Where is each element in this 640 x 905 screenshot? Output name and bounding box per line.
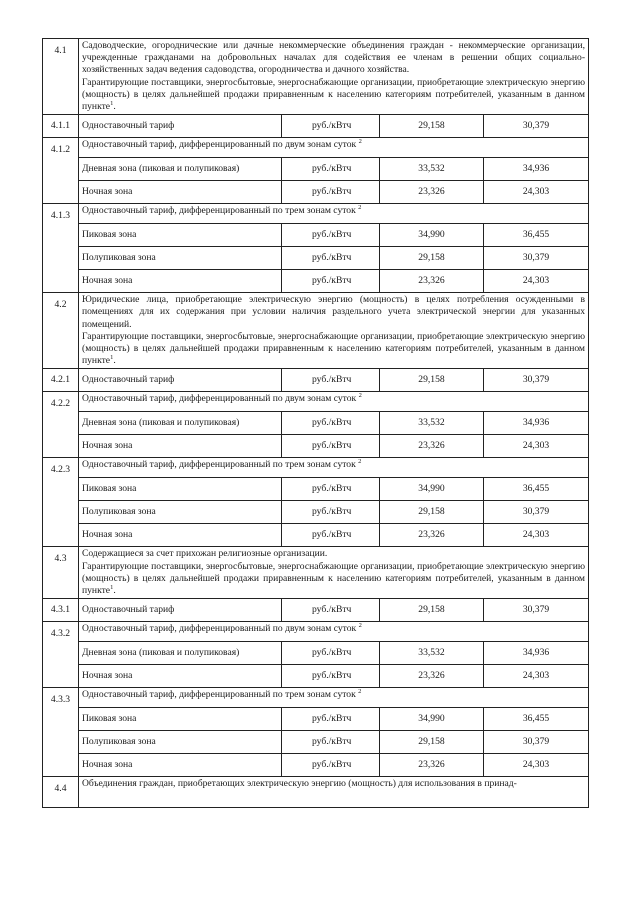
tariff-value-1: 33,532	[380, 158, 484, 181]
group-supplier-text: Гарантирующие поставщики, энергосбытовые, энергоснабжающие организации, приобретающие электрическую энергию (мощность) в целях дальнейшей продажи приравненным к населению категориям потребителей, указанным в данном пункте$^1$.	[82, 76, 586, 113]
group-description-text: Содержащиеся за счет прихожан религиозные организации.	[82, 548, 328, 560]
unit-cell: руб./кВтч	[282, 270, 380, 293]
tariff-label: Одноставочный тариф	[79, 115, 282, 138]
footnote-mark: 1	[110, 583, 114, 591]
zone-label: Ночная зона	[79, 524, 282, 547]
zone-label: Полупиковая зона	[79, 247, 282, 270]
tariff-value-1: 23,326	[380, 665, 484, 688]
three-zone-header-row	[43, 688, 589, 708]
group-number: 4.4	[43, 777, 79, 808]
group-supplier-text-body: Гарантирующие поставщики, энергосбытовые, энергоснабжающие организации, приобретающие электрическую энергию (мощность) в целях дальнейшей продажи приравненным к населению категориям потребителей, указанным в данном пункте	[82, 330, 586, 367]
unit-cell: руб./кВтч	[282, 754, 380, 777]
footnote-mark: 1	[110, 99, 114, 107]
zone-label: Дневная зона (пиковая и полупиковая)	[79, 412, 282, 435]
row-number: 4.2.3	[43, 458, 79, 547]
group-description	[79, 547, 589, 599]
tariff-value-2: 24,303	[484, 435, 589, 458]
row-number: 4.3.2	[43, 622, 79, 688]
tariff-value-1: 34,990	[380, 708, 484, 731]
group-supplier-text-body: Гарантирующие поставщики, энергосбытовые, энергоснабжающие организации, приобретающие электрическую энергию (мощность) в целях дальнейшей продажи приравненным к населению категориям потребителей, указанным в данном пункте	[82, 560, 586, 597]
zone-label: Ночная зона	[79, 435, 282, 458]
tariff-value-2: 36,455	[484, 478, 589, 501]
zone-label: Полупиковая зона	[79, 501, 282, 524]
group-supplier-text: Гарантирующие поставщики, энергосбытовые, энергоснабжающие организации, приобретающие электрическую энергию (мощность) в целях дальнейшей продажи приравненным к населению категориям потребителей, указанным в данном пункте$^1$.	[82, 330, 586, 367]
footnote-mark: 2	[358, 392, 362, 400]
single-rate-row	[43, 369, 589, 392]
unit-cell: руб./кВтч	[282, 224, 380, 247]
tariff-value-1: 29,158	[380, 599, 484, 622]
zone-row	[43, 270, 589, 293]
footnote-mark: 1	[110, 354, 114, 362]
footnote-mark: 2	[358, 138, 362, 146]
tariff-value-1: 23,326	[380, 270, 484, 293]
zone-row	[43, 731, 589, 754]
zone-row	[43, 412, 589, 435]
zone-label: Пиковая зона	[79, 708, 282, 731]
zone-tariff-label-text: Одноставочный тариф, дифференцированный по трем зонам суток	[82, 205, 356, 217]
two-zone-header-row	[43, 622, 589, 642]
tariff-value-2: 24,303	[484, 524, 589, 547]
row-number: 4.3.3	[43, 688, 79, 777]
zone-row	[43, 708, 589, 731]
tariff-value-1: 29,158	[380, 247, 484, 270]
zone-row	[43, 247, 589, 270]
unit-cell: руб./кВтч	[282, 665, 380, 688]
tariff-value-2: 30,379	[484, 247, 589, 270]
group-supplier-text-body: Гарантирующие поставщики, энергосбытовые, энергоснабжающие организации, приобретающие электрическую энергию (мощность) в целях дальнейшей продажи приравненным к населению категориям потребителей, указанным в данном пункте	[82, 76, 586, 113]
zone-tariff-label-text: Одноставочный тариф, дифференцированный по двум зонам суток	[82, 393, 357, 405]
zone-label: Ночная зона	[79, 181, 282, 204]
zone-row	[43, 754, 589, 777]
tariff-document	[42, 38, 588, 808]
group-description-row	[43, 547, 589, 599]
row-number: 4.2.2	[43, 392, 79, 458]
tariff-value-2: 30,379	[484, 731, 589, 754]
unit-cell: руб./кВтч	[282, 181, 380, 204]
group-description-row	[43, 293, 589, 369]
group-number: 4.2	[43, 293, 79, 369]
unit-cell: руб./кВтч	[282, 642, 380, 665]
tariff-value-2: 30,379	[484, 599, 589, 622]
tariff-value-1: 23,326	[380, 754, 484, 777]
tariff-value-2: 24,303	[484, 754, 589, 777]
group-description-row	[43, 777, 589, 808]
zone-row	[43, 435, 589, 458]
tariff-value-2: 30,379	[484, 369, 589, 392]
two-zone-header-row	[43, 392, 589, 412]
tariff-value-2: 30,379	[484, 115, 589, 138]
unit-cell: руб./кВтч	[282, 435, 380, 458]
tariff-value-1: 23,326	[380, 181, 484, 204]
zone-tariff-label-text: Одноставочный тариф, дифференцированный по двум зонам суток	[82, 623, 357, 635]
three-zone-header-row	[43, 458, 589, 478]
group-number: 4.3	[43, 547, 79, 599]
zone-label: Дневная зона (пиковая и полупиковая)	[79, 642, 282, 665]
tariff-value-2: 34,936	[484, 158, 589, 181]
unit-cell: руб./кВтч	[282, 599, 380, 622]
zone-tariff-label-text: Одноставочный тариф, дифференцированный по трем зонам суток	[82, 459, 356, 471]
zone-row	[43, 158, 589, 181]
zone-tariff-label	[79, 138, 589, 158]
group-description-text: Юридические лица, приобретающие электрическую энергию (мощность) в целях потребления осужденными в помещениях для их содержания при условии наличия раздельного учета электрической энергии для указанных помещений.	[82, 294, 586, 330]
zone-label: Ночная зона	[79, 665, 282, 688]
zone-row	[43, 478, 589, 501]
footnote-mark: 2	[358, 688, 362, 696]
zone-label: Пиковая зона	[79, 478, 282, 501]
zone-tariff-label	[79, 458, 589, 478]
zone-label: Полупиковая зона	[79, 731, 282, 754]
zone-row	[43, 224, 589, 247]
tariff-value-1: 33,532	[380, 642, 484, 665]
row-number: 4.2.1	[43, 369, 79, 392]
single-rate-row	[43, 599, 589, 622]
unit-cell: руб./кВтч	[282, 524, 380, 547]
tariff-value-2: 30,379	[484, 501, 589, 524]
tariff-value-1: 29,158	[380, 115, 484, 138]
tariff-value-2: 24,303	[484, 665, 589, 688]
zone-tariff-label	[79, 204, 589, 224]
zone-row	[43, 181, 589, 204]
zone-tariff-label	[79, 392, 589, 412]
zone-label: Ночная зона	[79, 754, 282, 777]
unit-cell: руб./кВтч	[282, 501, 380, 524]
tariff-table-body	[43, 39, 589, 808]
footnote-mark: 2	[358, 622, 362, 630]
zone-label: Дневная зона (пиковая и полупиковая)	[79, 158, 282, 181]
tariff-label: Одноставочный тариф	[79, 599, 282, 622]
zone-tariff-label	[79, 622, 589, 642]
tariff-value-1: 29,158	[380, 369, 484, 392]
unit-cell: руб./кВтч	[282, 731, 380, 754]
zone-tariff-label-text: Одноставочный тариф, дифференцированный по трем зонам суток	[82, 689, 356, 701]
tariff-value-2: 36,455	[484, 708, 589, 731]
footnote-mark: 2	[358, 204, 362, 212]
tariff-value-1: 23,326	[380, 435, 484, 458]
group-description	[79, 39, 589, 115]
row-number: 4.3.1	[43, 599, 79, 622]
group-supplier-text: Гарантирующие поставщики, энергосбытовые, энергоснабжающие организации, приобретающие электрическую энергию (мощность) в целях дальнейшей продажи приравненным к населению категориям потребителей, указанным в данном пункте$^1$.	[82, 560, 586, 597]
unit-cell: руб./кВтч	[282, 115, 380, 138]
unit-cell: руб./кВтч	[282, 478, 380, 501]
tariff-value-1: 34,990	[380, 478, 484, 501]
tariff-label: Одноставочный тариф	[79, 369, 282, 392]
unit-cell: руб./кВтч	[282, 158, 380, 181]
row-number: 4.1.1	[43, 115, 79, 138]
tariff-value-2: 24,303	[484, 270, 589, 293]
tariff-value-1: 23,326	[380, 524, 484, 547]
zone-label: Пиковая зона	[79, 224, 282, 247]
unit-cell: руб./кВтч	[282, 412, 380, 435]
tariff-value-2: 36,455	[484, 224, 589, 247]
zone-tariff-label-text: Одноставочный тариф, дифференцированный по двум зонам суток	[82, 139, 357, 151]
single-rate-row	[43, 115, 589, 138]
group-description: Объединения граждан, приобретающих электрическую энергию (мощность) для использования в принад-	[79, 777, 589, 808]
group-description-row	[43, 39, 589, 115]
zone-label: Ночная зона	[79, 270, 282, 293]
row-number: 4.1.3	[43, 204, 79, 293]
tariff-value-1: 33,532	[380, 412, 484, 435]
zone-row	[43, 642, 589, 665]
tariff-value-2: 34,936	[484, 412, 589, 435]
tariff-value-1: 34,990	[380, 224, 484, 247]
zone-row	[43, 524, 589, 547]
unit-cell: руб./кВтч	[282, 708, 380, 731]
tariff-value-1: 29,158	[380, 501, 484, 524]
group-description-text: Садоводческие, огороднические или дачные некоммерческие объединения граждан - некоммерческие организации, учрежденные гражданами на добровольных началах для содействия ее членам в решении общих социально-хозяйственных задач ведения садоводства, огородничества и дачного хозяйства.	[82, 40, 586, 76]
tariff-table	[42, 38, 589, 808]
tariff-value-1: 29,158	[380, 731, 484, 754]
tariff-value-2: 34,936	[484, 642, 589, 665]
footnote-mark: 2	[358, 458, 362, 466]
two-zone-header-row	[43, 138, 589, 158]
group-number: 4.1	[43, 39, 79, 115]
zone-row	[43, 501, 589, 524]
three-zone-header-row	[43, 204, 589, 224]
zone-row	[43, 665, 589, 688]
unit-cell: руб./кВтч	[282, 247, 380, 270]
tariff-value-2: 24,303	[484, 181, 589, 204]
row-number: 4.1.2	[43, 138, 79, 204]
unit-cell: руб./кВтч	[282, 369, 380, 392]
group-description	[79, 293, 589, 369]
zone-tariff-label	[79, 688, 589, 708]
